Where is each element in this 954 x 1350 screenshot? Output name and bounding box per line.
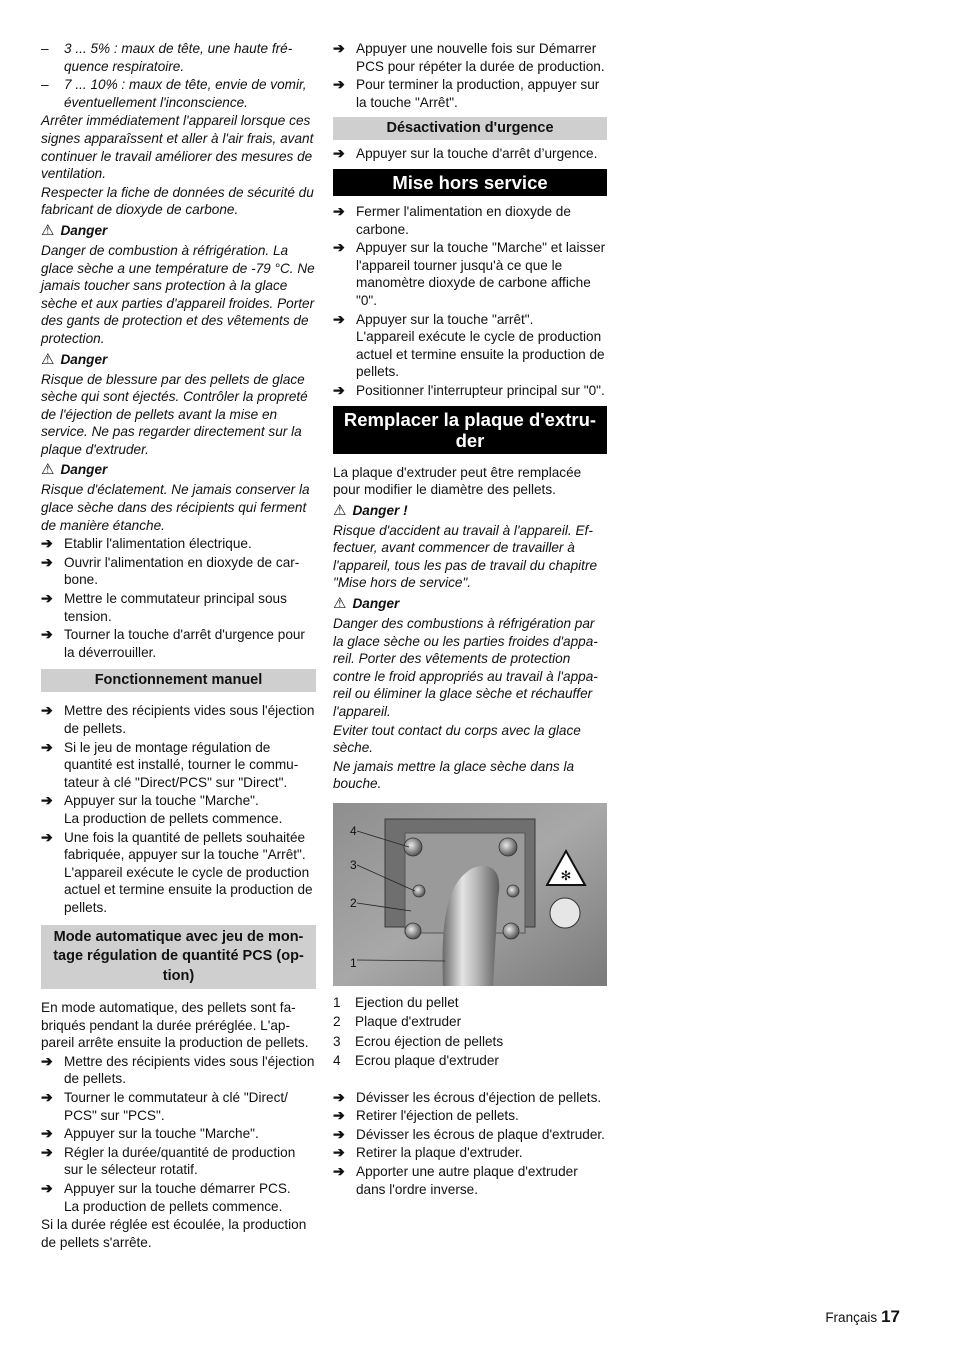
- avoid-contact-text: Eviter tout contact du corps avec la glace sèche.: [333, 722, 581, 756]
- section-heading-service: Mise hors service: [333, 169, 607, 196]
- step-item: ➔ Appuyer sur la touche démarrer PCS. La production de pellets commence.: [41, 1180, 316, 1215]
- startup-steps: [41, 535, 316, 661]
- step-item: ➔ Appuyer une nouvelle fois sur Démarrer PCS pour répéter la durée de production.: [333, 40, 605, 74]
- step-result: L'appareil exécute le cycle de production actuel et termine ensuite la production de pellets.: [356, 329, 605, 380]
- arrow-icon: ➔: [41, 702, 53, 719]
- step-item: ➔ Tourner la touche d'arrêt d'urgence pour la déverrouiller.: [41, 626, 305, 660]
- danger-text: Risque de blessure par des pellets de glace sèche qui sont éjectés. Contrôler la propreté de l'éjection de pellets avant la mise en service. Ne pas regarder directement sur la plaque d'extruder.: [41, 371, 308, 457]
- page-footer: [825, 1307, 900, 1327]
- arrow-icon: ➔: [41, 535, 53, 552]
- section-heading-replace: Remplacer la plaque d'extruder: [333, 406, 607, 454]
- dash-marker: –: [41, 41, 49, 56]
- danger-text: Danger de combustion à réfrigération. La glace sèche a une température de -79 °C. Ne jamais toucher sans protection à la glace sèche et aux parties d'appareil froides. Porter des gants de protection et des vêtements de protection.: [41, 242, 315, 346]
- step-item: ➔ Dévisser les écrous de plaque d'extruder.: [333, 1125, 605, 1142]
- step-item: ➔ Appuyer sur la touche "arrêt". L'appareil exécute le cycle de production actuel et termine ensuite la production de pellets.: [333, 311, 607, 381]
- safety-sheet-paragraph: Respecter la fiche de données de sécurité du fabricant de dioxyde de carbone.: [41, 184, 314, 218]
- step-item: ➔ Mettre des récipients vides sous l'éjection de pellets.: [41, 1052, 315, 1087]
- arrow-icon: ➔: [333, 239, 345, 256]
- auto-end-paragraph: Si la durée réglée est écoulée, la production de pellets s'arrête.: [41, 1217, 307, 1250]
- step-item: ➔ Dévisser les écrous d'éjection de pellets.: [333, 1088, 602, 1105]
- dash-marker: –: [41, 77, 49, 93]
- arrow-icon: ➔: [41, 1052, 53, 1069]
- svg-text:✻: ✻: [560, 869, 572, 884]
- step-result: La production de pellets commence.: [64, 1198, 283, 1214]
- arrow-icon: ➔: [41, 1089, 53, 1105]
- replace-steps: [333, 1089, 607, 1199]
- section-heading-emergency: Désactivation d'urgence: [333, 117, 607, 140]
- step-item: ➔ Appuyer sur la touche "Marche" et laisser l'appareil tourner jusqu'à ce que le manomètre dioxyde de carbone affiche "0".: [333, 239, 606, 308]
- step-item: ➔ Retirer l'éjection de pellets.: [333, 1107, 519, 1124]
- step-item: ➔ Pour terminer la production, appuyer sur la touche "Arrêt".: [333, 76, 600, 110]
- no-mouth-text: Ne jamais mettre la glace sèche dans la bouche.: [333, 758, 575, 792]
- arrow-icon: ➔: [333, 1107, 345, 1124]
- danger-text: Risque d'éclatement. Ne jamais conserver la glace sèche dans des récipients qui ferment de manière étanche.: [41, 482, 310, 533]
- step-item: ➔ Une fois la quantité de pellets souhaitée fabriquée, appuyer sur la touche "Arrêt". L'appareil exécute le cycle de production actuel et termine ensuite la production de pellets.: [41, 829, 316, 917]
- legend-item: 2 Plaque d'extruder: [333, 1014, 462, 1030]
- step-item: ➔ Tourner le commutateur à clé "Direct/ PCS" sur "PCS".: [41, 1089, 288, 1123]
- step-item: ➔ Positionner l'interrupteur principal sur "0".: [333, 381, 605, 398]
- arrow-icon: ➔: [333, 1144, 345, 1161]
- legend-item: 3 Ecrou éjection de pellets: [333, 1033, 504, 1049]
- extruder-plate-photo: [333, 803, 607, 986]
- right-column: [333, 40, 607, 1199]
- step-item: ➔ Ouvrir l'alimentation en dioxyde de carbone.: [41, 553, 300, 588]
- replace-intro: La plaque d'extruder peut être remplacée pour modifier le diamètre des pellets.: [333, 464, 582, 498]
- step-item: ➔ Retirer la plaque d'extruder.: [333, 1144, 523, 1161]
- step-item: ➔ Apporter une autre plaque d'extruder dans l'ordre inverse.: [333, 1163, 578, 1197]
- danger-heading: ⚠ Danger: [41, 350, 108, 368]
- arrow-icon: ➔: [41, 590, 53, 607]
- warning-triangle-icon: ⚠: [333, 501, 347, 519]
- step-result: L'appareil exécute le cycle de production actuel et termine ensuite la production de pellets.: [64, 864, 313, 915]
- legend-item: 4 Ecrou plaque d'extruder: [333, 1053, 499, 1069]
- manual-steps: [41, 702, 316, 916]
- section-heading-manual: Fonctionnement manuel: [41, 669, 316, 692]
- arrow-icon: ➔: [333, 1125, 345, 1142]
- arrow-icon: ➔: [333, 202, 345, 219]
- warning-triangle-icon: ⚠: [41, 350, 55, 368]
- auto-intro: En mode automatique, des pellets sont fabriqués pendant la durée préréglée. L'appareil arrête ensuite la production de pellets.: [41, 1000, 309, 1051]
- danger-heading: ⚠ Danger: [333, 595, 400, 613]
- callout-label: 2: [350, 896, 357, 910]
- warning-paragraph: Arrêter immédiatement l'appareil lorsque ces signes apparaîssent et aller à l'air frais, avant continuer le travail améliorer des mesures de ventilation.: [41, 113, 314, 182]
- arrow-icon: ➔: [333, 1088, 345, 1105]
- arrow-icon: ➔: [41, 626, 53, 643]
- step-result: La production de pellets commence.: [64, 810, 283, 826]
- step-item: ➔ Mettre le commutateur principal sous tension.: [41, 590, 287, 624]
- step-item: ➔ Mettre des récipients vides sous l'éjection de pellets.: [41, 702, 315, 736]
- arrow-icon: ➔: [41, 828, 53, 845]
- arrow-icon: ➔: [41, 1125, 53, 1142]
- danger-heading: ⚠ Danger: [41, 221, 108, 239]
- danger-text: Danger des combustions à réfrigération par la glace sèche ou les parties froides d'appareil. Porter des vêtements de protection contre le froid appropriés au travail à l'appareil ou éliminer la glace sèche et réchauffer l'appareil.: [333, 616, 598, 720]
- step-item: ➔ Appuyer sur la touche "Marche". La production de pellets commence.: [41, 792, 316, 827]
- arrow-icon: ➔: [333, 310, 345, 327]
- footer-language: Français: [825, 1310, 878, 1325]
- arrow-icon: ➔: [333, 381, 345, 398]
- auto-steps: [41, 1053, 316, 1215]
- warning-triangle-icon: ⚠: [41, 461, 55, 479]
- warning-triangle-icon: ⚠: [41, 221, 55, 239]
- step-item: ➔ Etablir l'alimentation électrique.: [41, 535, 252, 552]
- arrow-icon: ➔: [333, 40, 345, 56]
- warning-triangle-icon: ⚠: [333, 595, 347, 613]
- danger-heading: ⚠ Danger: [41, 461, 108, 479]
- arrow-icon: ➔: [41, 1179, 53, 1196]
- step-item: ➔ Appuyer sur la touche "Marche".: [41, 1125, 259, 1142]
- page-number: 17: [881, 1307, 900, 1326]
- callout-label: 3: [350, 858, 357, 872]
- left-column: [41, 40, 316, 1252]
- photo-legend: [333, 993, 607, 1071]
- arrow-icon: ➔: [41, 738, 53, 755]
- legend-item: 1 Ejection du pellet: [333, 995, 459, 1010]
- step-item: ➔ Régler la durée/quantité de production sur le sélecteur rotatif.: [41, 1143, 296, 1178]
- list-item: – 7 ... 10% : maux de tête, envie de vomir, éventuellement l'inconscience.: [41, 77, 307, 110]
- arrow-icon: ➔: [41, 1143, 53, 1160]
- arrow-icon: ➔: [333, 145, 345, 162]
- arrow-icon: ➔: [41, 553, 53, 570]
- step-item: ➔ Appuyer sur la touche d'arrêt d’urgence.: [333, 145, 598, 162]
- section-heading-auto: Mode automatique avec jeu de montage régulation de quantité PCS (option): [41, 925, 316, 990]
- callout-label: 4: [350, 824, 357, 838]
- step-item: ➔ Si le jeu de montage régulation de quantité est installé, tourner le commutateur à clé "Direct/PCS" sur "Direct".: [41, 738, 299, 790]
- danger-heading: ⚠ Danger !: [333, 501, 408, 519]
- step-item: ➔ Fermer l'alimentation en dioxyde de carbone.: [333, 202, 571, 237]
- arrow-icon: ➔: [333, 1163, 345, 1179]
- callout-label: 1: [350, 956, 357, 970]
- arrow-icon: ➔: [333, 76, 345, 93]
- list-item: – 3 ... 5% : maux de tête, une haute fréquence respiratoire.: [41, 41, 293, 74]
- arrow-icon: ➔: [41, 792, 53, 809]
- danger-text: Risque d'accident au travail à l'appareil. Effectuer, avant commencer de travailler à l'appareil, tous les pas de travail du chapitre "Mise hors de service".: [333, 522, 598, 591]
